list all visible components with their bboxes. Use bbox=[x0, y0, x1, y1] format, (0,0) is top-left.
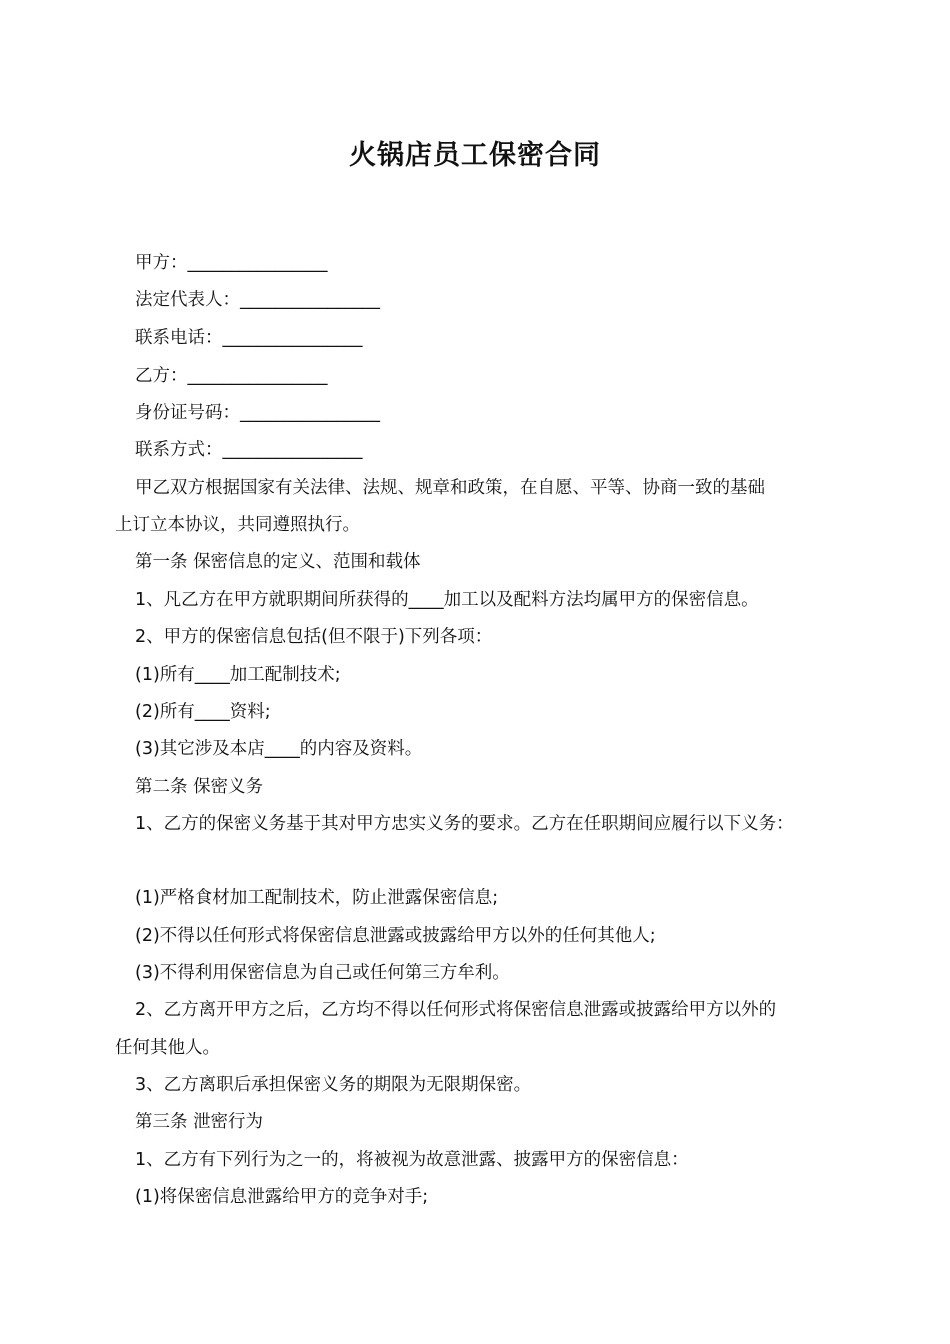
party-a-label: 甲方： bbox=[135, 253, 188, 273]
contact-label: 联系方式： bbox=[135, 440, 223, 460]
article1-sub1: (1)所有____加工配制技术; bbox=[135, 665, 341, 685]
id-number-line bbox=[135, 402, 380, 424]
article1-item1: 1、凡乙方在甲方就职期间所获得的____加工以及配料方法均属甲方的保密信息。 bbox=[135, 590, 759, 610]
article2-heading: 第二条 保密义务 bbox=[135, 777, 264, 797]
id-number-label: 身份证号码： bbox=[135, 403, 240, 423]
contact-blank: ________________ bbox=[222, 440, 363, 460]
article1-item2: 2、甲方的保密信息包括(但不限于)下列各项： bbox=[135, 627, 493, 647]
party-b-line bbox=[135, 365, 328, 387]
party-b-blank: ________________ bbox=[187, 366, 328, 386]
article2-sub2: (2)不得以任何形式将保密信息泄露或披露给甲方以外的任何其他人; bbox=[135, 926, 656, 946]
article2-item3: 3、乙方离职后承担保密义务的期限为无限期保密。 bbox=[135, 1075, 532, 1095]
article3-heading: 第三条 泄密行为 bbox=[135, 1112, 264, 1132]
id-number-blank: ________________ bbox=[240, 403, 380, 423]
phone-blank: ________________ bbox=[222, 328, 363, 348]
article1-heading: 第一条 保密信息的定义、范围和载体 bbox=[135, 552, 421, 572]
party-a-blank: ________________ bbox=[187, 253, 328, 273]
intro-paragraph-line1: 甲乙双方根据国家有关法律、法规、规章和政策，在自愿、平等、协商一致的基础 bbox=[135, 478, 765, 498]
contact-line bbox=[135, 439, 363, 461]
article2-item1: 1、乙方的保密义务基于其对甲方忠实义务的要求。乙方在任职期间应履行以下义务： bbox=[135, 814, 794, 834]
article3-sub1: (1)将保密信息泄露给甲方的竞争对手; bbox=[135, 1187, 429, 1207]
article1-sub3: (3)其它涉及本店____的内容及资料。 bbox=[135, 739, 423, 759]
article1-sub2: (2)所有____资料; bbox=[135, 702, 271, 722]
phone-label: 联系电话： bbox=[135, 328, 223, 348]
document-title: 火锅店员工保密合同 bbox=[349, 140, 601, 171]
legal-rep-label: 法定代表人： bbox=[135, 290, 240, 310]
article2-item2-line1: 2、乙方离开甲方之后，乙方均不得以任何形式将保密信息泄露或披露给甲方以外的 bbox=[135, 1000, 777, 1020]
phone-line bbox=[135, 327, 363, 349]
article3-item1: 1、乙方有下列行为之一的，将被视为故意泄露、披露甲方的保密信息： bbox=[135, 1150, 689, 1170]
article2-sub3: (3)不得利用保密信息为自己或任何第三方牟利。 bbox=[135, 963, 510, 983]
party-a-line bbox=[135, 252, 328, 274]
article2-item2-line2: 任何其他人。 bbox=[115, 1038, 220, 1058]
party-b-label: 乙方： bbox=[135, 366, 188, 386]
article2-sub1: (1)严格食材加工配制技术，防止泄露保密信息; bbox=[135, 888, 499, 908]
legal-rep-line bbox=[135, 289, 380, 311]
legal-rep-blank: ________________ bbox=[240, 290, 380, 310]
intro-paragraph-line2: 上订立本协议，共同遵照执行。 bbox=[115, 515, 360, 535]
